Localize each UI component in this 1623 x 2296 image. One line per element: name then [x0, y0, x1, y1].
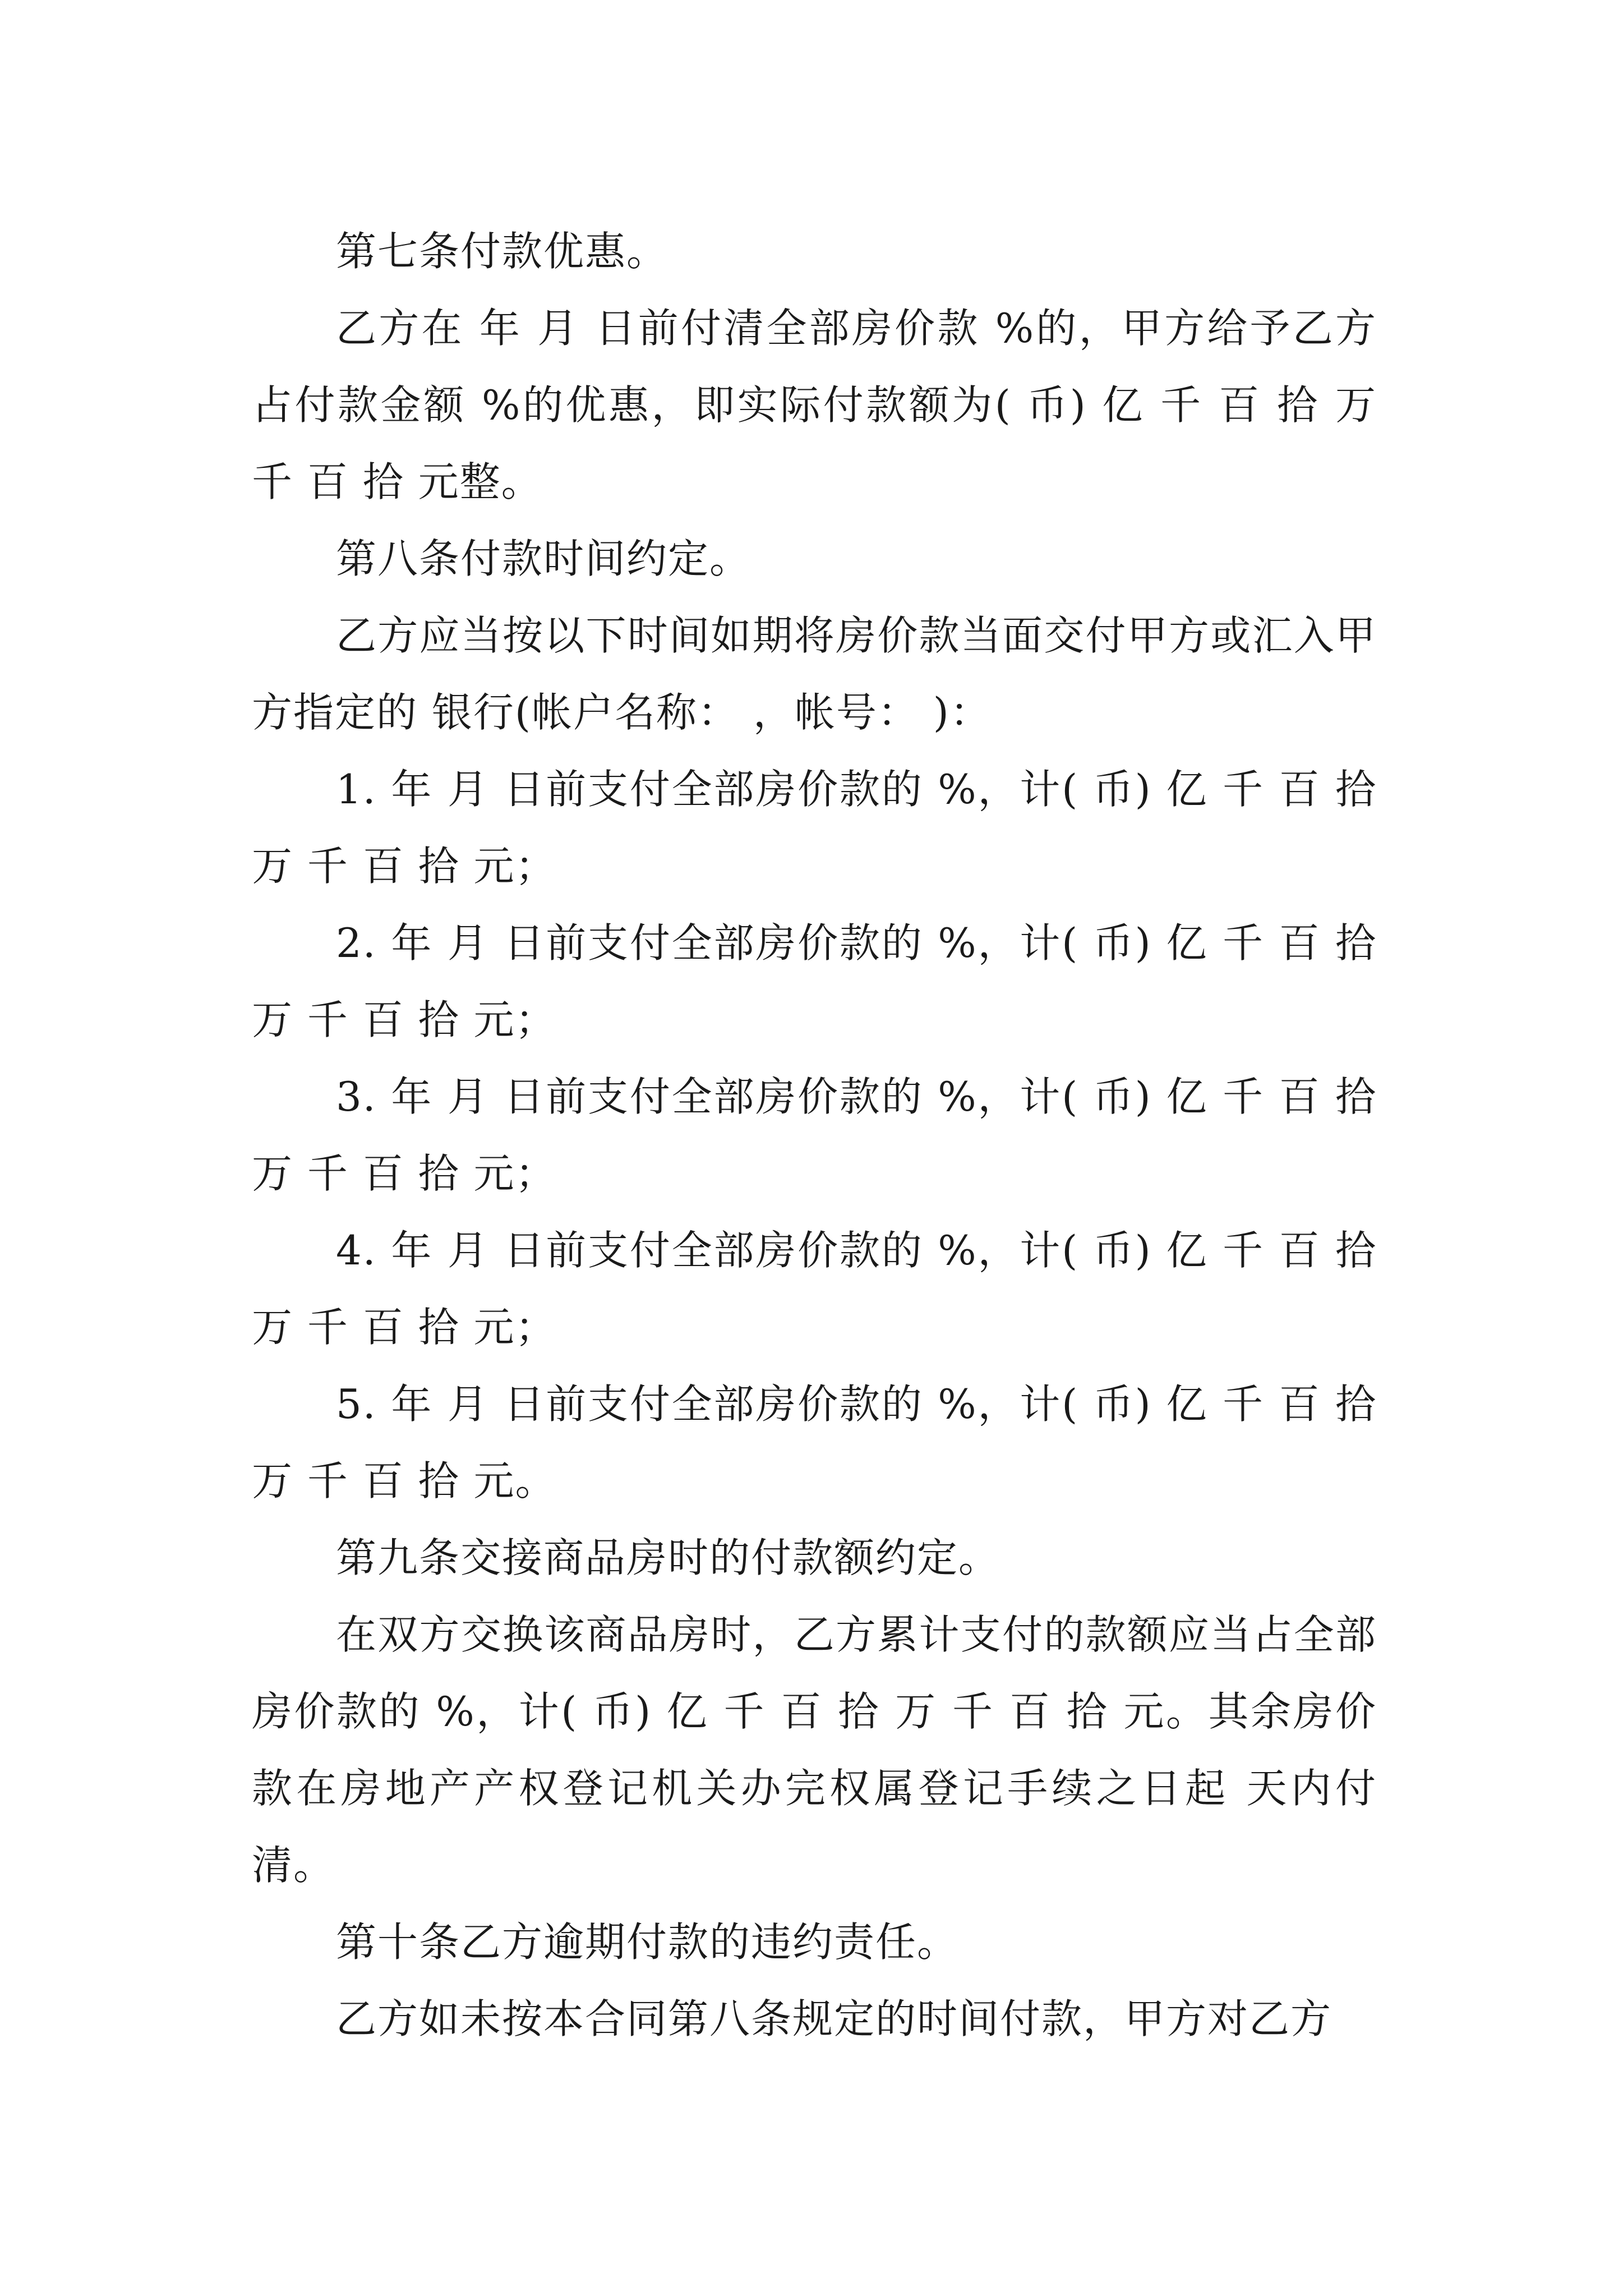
payment-item-2: 2. 年 月 日前支付全部房价款的 %，计( 币) 亿 千 百 拾 万 千 百 拾 元； — [252, 919, 1377, 1043]
article-7-title: 第七条付款优惠。 — [336, 228, 668, 275]
article-8-body: 乙方应当按以下时间如期将房价款当面交付甲方或汇入甲方指定的 银行(帐户名称： ，帐号： )： — [252, 612, 1377, 736]
article-9-body: 在双方交换该商品房时，乙方累计支付的款额应当占全部房价款的 %，计( 币) 亿 千 百 拾 万 千 百 拾 元。其余房价款在房地产产权登记机关办完权属登记手续之日起 天内付清。 — [252, 1611, 1377, 1889]
article-10-body: 乙方如未按本合同第八条规定的时间付款，甲方对乙方 — [336, 1995, 1332, 2042]
article-9-title: 第九条交接商品房时的付款额约定。 — [336, 1534, 1000, 1581]
payment-item-1: 1. 年 月 日前支付全部房价款的 %，计( 币) 亿 千 百 拾 万 千 百 拾 元； — [252, 766, 1377, 890]
payment-item-4: 4. 年 月 日前支付全部房价款的 %，计( 币) 亿 千 百 拾 万 千 百 拾 元； — [252, 1227, 1377, 1351]
article-8-title: 第八条付款时间约定。 — [336, 535, 751, 582]
article-7-body: 乙方在 年 月 日前付清全部房价款 %的，甲方给予乙方占付款金额 %的优惠，即实际付款额为( 币) 亿 千 百 拾 万 千 百 拾 元整。 — [252, 305, 1377, 505]
article-10-title: 第十条乙方逾期付款的违约责任。 — [336, 1918, 959, 1966]
payment-item-5: 5. 年 月 日前支付全部房价款的 %，计( 币) 亿 千 百 拾 万 千 百 拾 元。 — [252, 1381, 1377, 1504]
payment-item-3: 3. 年 月 日前支付全部房价款的 %，计( 币) 亿 千 百 拾 万 千 百 拾 元； — [252, 1073, 1377, 1197]
document-body — [252, 213, 1377, 2058]
